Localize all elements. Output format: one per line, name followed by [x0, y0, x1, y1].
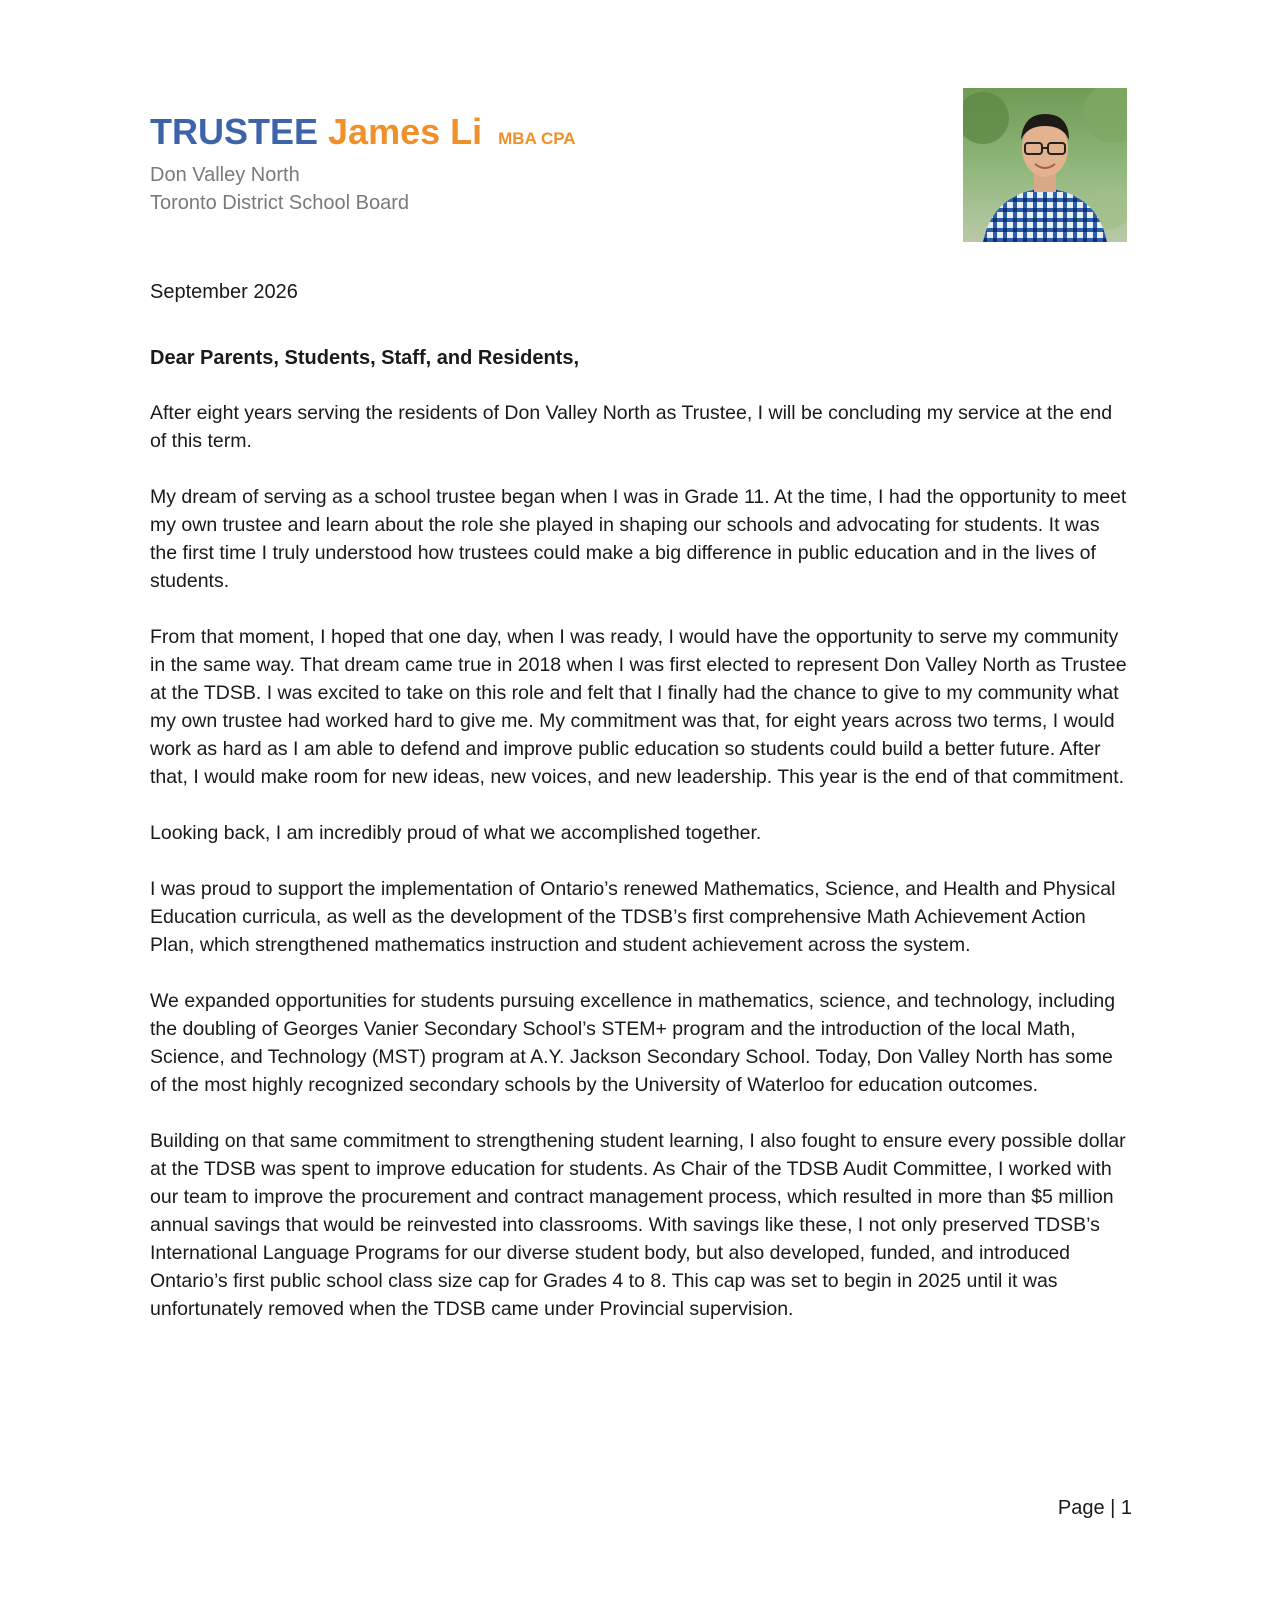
paragraph: After eight years serving the residents of Don Valley North as Trustee, I will be concluding my service at the end of this term. [150, 402, 1113, 452]
paragraph: My dream of serving as a school trustee began when I was in Grade 11. At the time, I had the opportunity to meet my own trustee and learn about the role she played in shaping our schools and advocating for students. It was the first time I truly understood how trustees could make a big difference in public education and in the lives of students. [150, 486, 1127, 592]
letter-body [150, 399, 1130, 1351]
page-number: Page | 1 [1057, 1497, 1132, 1519]
letterhead-title [150, 110, 576, 161]
paragraph: We expanded opportunities for students pursuing excellence in mathematics, science, and technology, including the doubling of Georges Vanier Secondary School’s STEM+ program and the introduction of the local Math, Science, and Technology (MST) program at A.Y. Jackson Secondary School. Today, Don Valley North has some of the most highly recognized secondary schools by the University of Waterloo for education outcomes. [150, 990, 1116, 1096]
letter-date: September 2026 [150, 281, 298, 303]
paragraph: Looking back, I am incredibly proud of what we accomplished together. [150, 822, 762, 844]
portrait-photo-icon [963, 88, 1127, 242]
paragraph: From that moment, I hoped that one day, when I was ready, I would have the opportunity to serve my community in the same way. That dream came true in 2018 when I was first elected to represent Don Valley North as Trustee at the TDSB. I was excited to take on this role and felt that I finally had the chance to give to my community what my own trustee had worked hard to give me. My commitment was that, for eight years across two terms, I would work as hard as I am able to defend and improve public education so students could build a better future. After that, I would make room for new ideas, new voices, and new leadership. This year is the end of that commitment. [150, 626, 1127, 788]
board-name: Toronto District School Board [150, 192, 410, 214]
trustee-credentials: MBA CPA [498, 129, 576, 148]
paragraph: Building on that same commitment to strengthening student learning, I also fought to ensure every possible dollar at the TDSB was spent to improve education for students. As Chair of the TDSB Audit Committee, I worked with our team to improve the procurement and contract management process, which resulted in more than $5 million annual savings that would be reinvested into classrooms. With savings like these, I not only preserved TDSB’s International Language Programs for our diverse student body, but also developed, funded, and introduced Ontario’s first public school class size cap for Grades 4 to 8. This cap was set to begin in 2025 until it was unfortunately removed when the TDSB came under Provincial supervision. [150, 1130, 1126, 1320]
trustee-name: James Li [328, 111, 483, 152]
portrait-photo [963, 88, 1127, 242]
paragraph: I was proud to support the implementation of Ontario’s renewed Mathematics, Science, and Health and Physical Education curricula, as well as the development of the TDSB’s first comprehensive Math Achievement Action Plan, which strengthened mathematics instruction and student achievement across the system. [150, 878, 1116, 956]
letter-salutation: Dear Parents, Students, Staff, and Residents, [150, 347, 579, 369]
letterhead [150, 110, 576, 217]
ward-name: Don Valley North [150, 164, 300, 186]
title-prefix: TRUSTEE [150, 111, 319, 152]
